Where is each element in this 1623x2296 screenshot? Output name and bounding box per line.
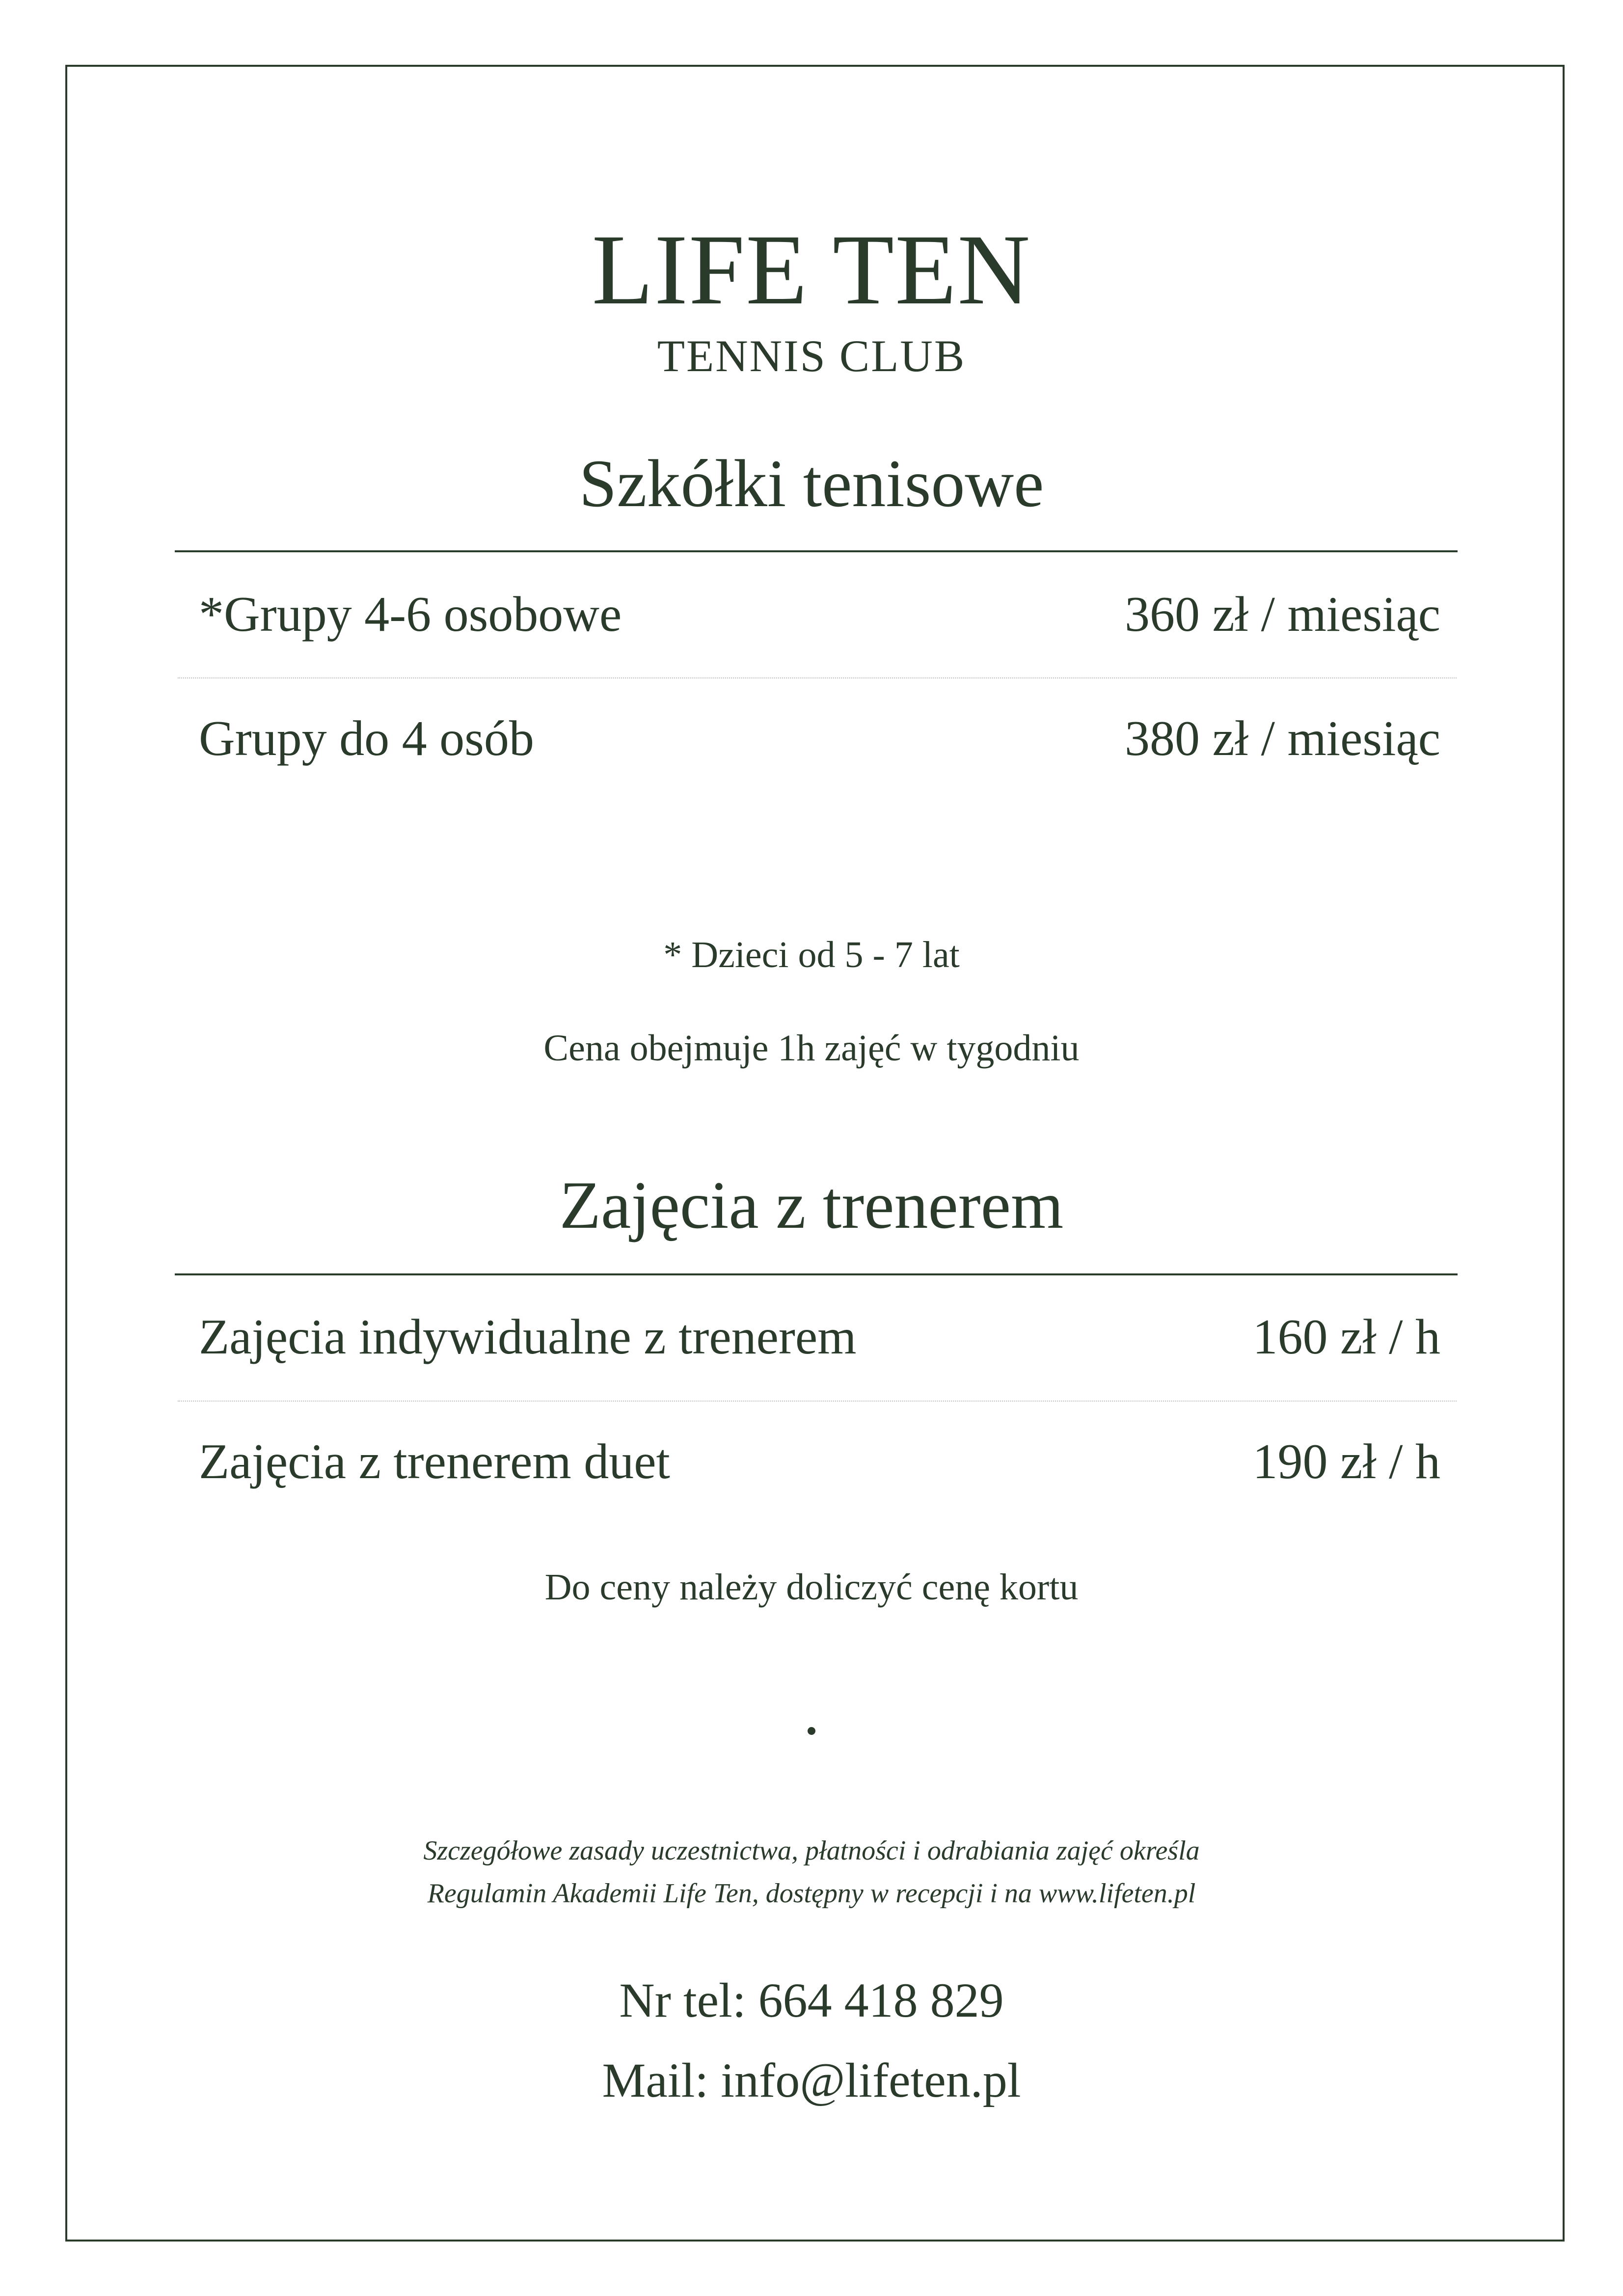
price-row-label: Zajęcia indywidualne z trenerem — [199, 1309, 857, 1365]
contact-mail: Mail: info@lifeten.pl — [602, 2053, 1021, 2107]
section-rule — [175, 1273, 1458, 1275]
price-row-value: 380 zł / miesiąc — [1125, 711, 1440, 766]
fine-print-line: Regulamin Akademii Life Ten, dostępny w recepcji i na www.lifeten.pl — [427, 1878, 1196, 1909]
brand-subtitle: TENNIS CLUB — [657, 331, 966, 381]
price-row-label: Grupy do 4 osób — [199, 711, 534, 766]
section-rule — [175, 550, 1458, 552]
price-row-label: Zajęcia z trenerem duet — [199, 1434, 670, 1489]
row-divider — [178, 677, 1457, 678]
brand-title: LIFE TEN — [592, 214, 1031, 325]
separator-dot — [808, 1727, 815, 1735]
contact-phone: Nr tel: 664 418 829 — [619, 1973, 1004, 2027]
price-row-value: 160 zł / h — [1252, 1309, 1440, 1365]
row-divider — [178, 1401, 1457, 1402]
note: Do ceny należy doliczyć cenę kortu — [544, 1567, 1079, 1608]
note: Cena obejmuje 1h zajęć w tygodniu — [543, 1027, 1080, 1069]
note: * Dzieci od 5 - 7 lat — [663, 934, 960, 975]
price-row-value: 190 zł / h — [1252, 1434, 1440, 1489]
section-title-schools: Szkółki tenisowe — [579, 446, 1044, 521]
fine-print-line: Szczegółowe zasady uczestnictwa, płatności i odrabiania zajęć określa — [423, 1836, 1200, 1866]
section-title-coaching: Zajęcia z trenerem — [559, 1167, 1064, 1243]
price-row-label: *Grupy 4-6 osobowe — [199, 587, 622, 642]
price-row-value: 360 zł / miesiąc — [1125, 587, 1440, 642]
